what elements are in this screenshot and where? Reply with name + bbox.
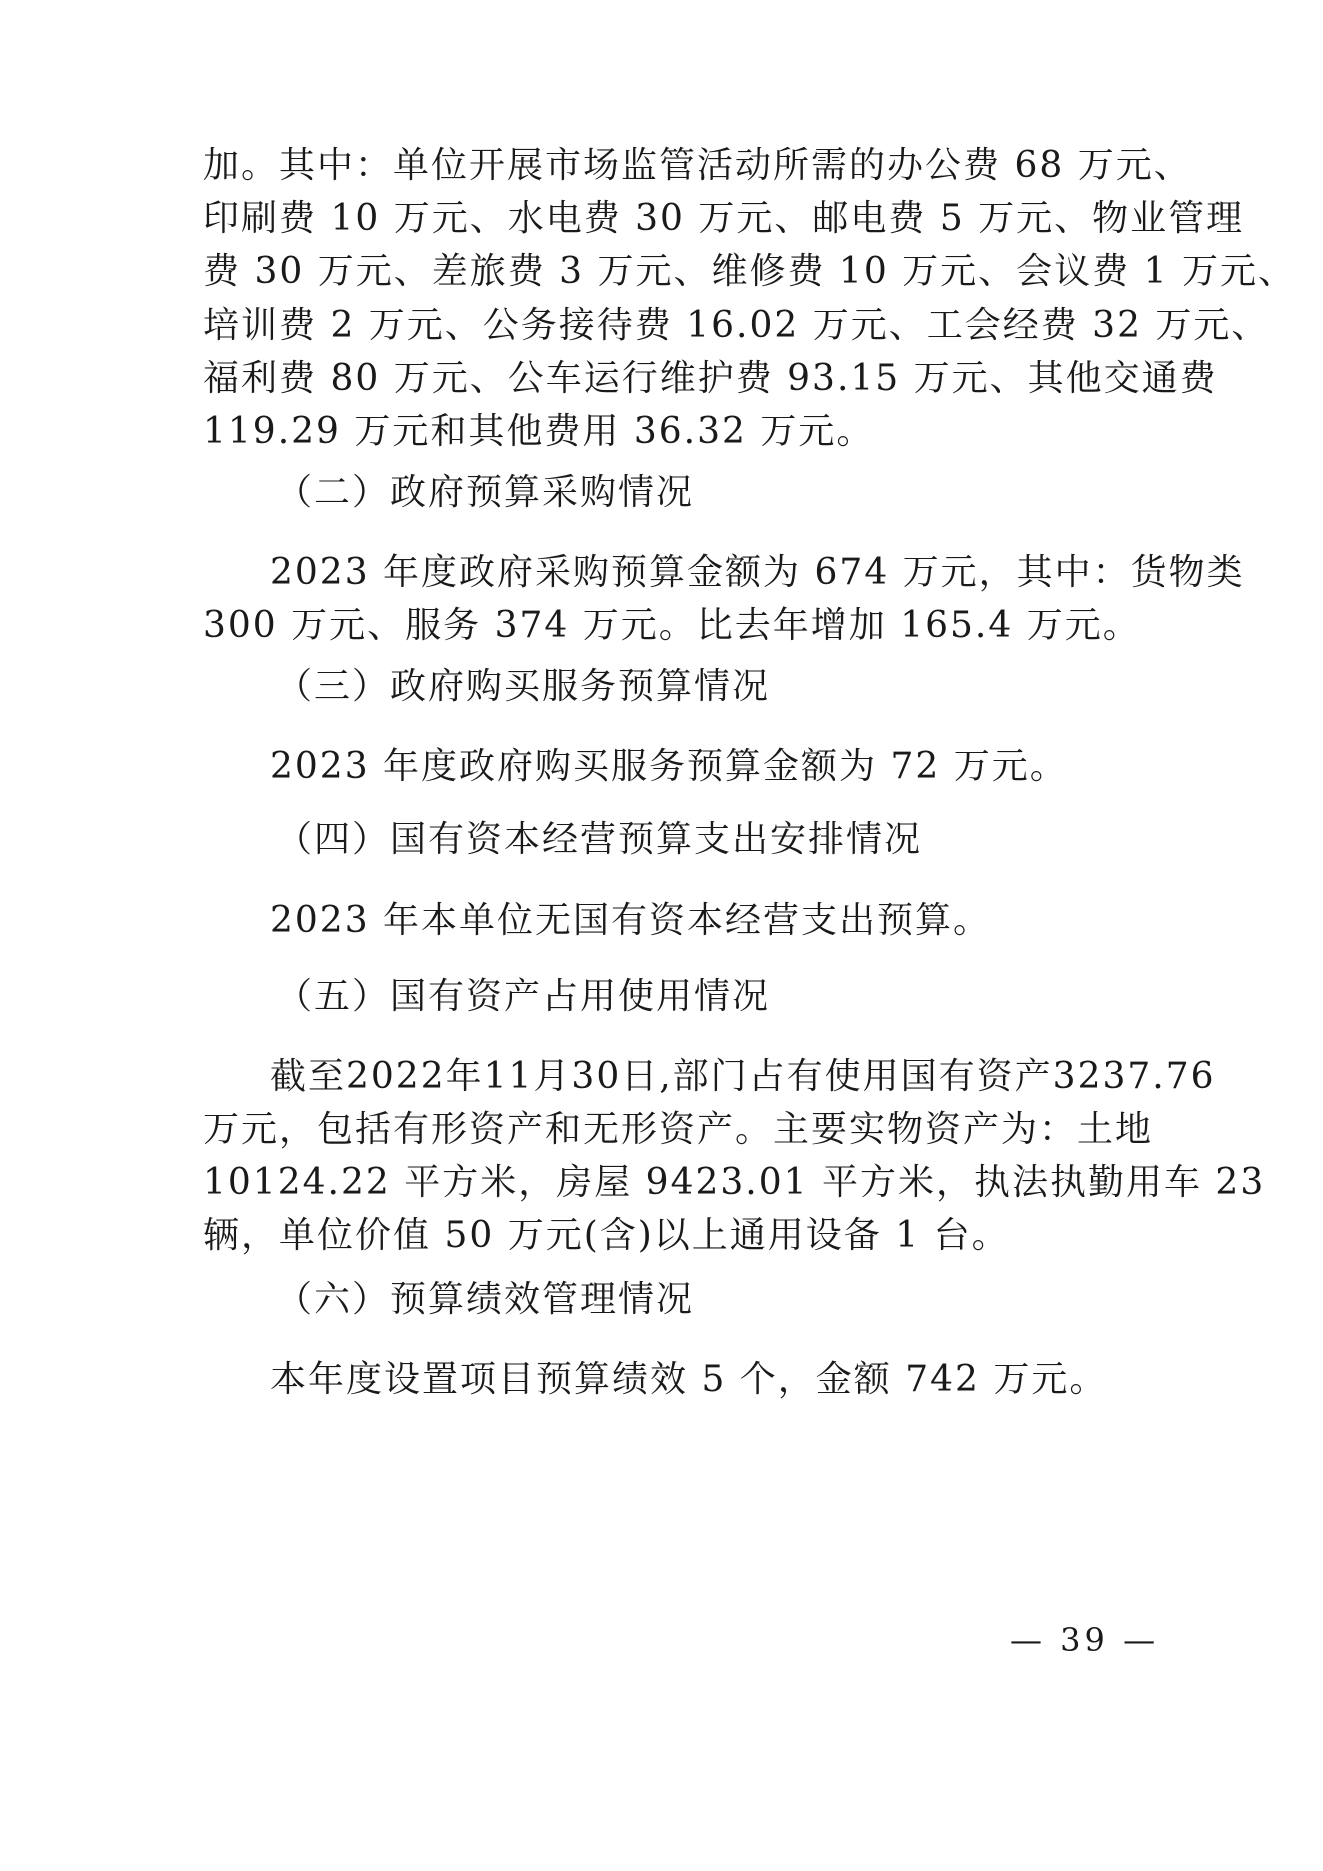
text-line: 费 30 万元、差旅费 3 万元、维修费 10 万元、会议费 1 万元、 [203, 251, 1296, 292]
section-heading-performance-management: （六）预算绩效管理情况 [276, 1279, 695, 1320]
text-line: 辆，单位价值 50 万元(含)以上通用设备 1 台。 [203, 1215, 1010, 1256]
text-line: 2023 年本单位无国有资本经营支出预算。 [270, 900, 992, 941]
section-heading-government-procurement: （二）政府预算采购情况 [276, 472, 695, 513]
text-line: 2023 年度政府采购预算金额为 674 万元，其中：货物类 [270, 552, 1245, 593]
text-line: 福利费 80 万元、公车运行维护费 93.15 万元、其他交通费 [203, 358, 1218, 399]
text-line: 300 万元、服务 374 万元。比去年增加 165.4 万元。 [203, 605, 1141, 646]
section-heading-state-capital: （四）国有资本经营预算支出安排情况 [276, 819, 923, 860]
text-line: 印刷费 10 万元、水电费 30 万元、邮电费 5 万元、物业管理 [203, 198, 1245, 239]
page-number: — 39 — [1010, 1621, 1160, 1659]
section-heading-purchase-services: （三）政府购买服务预算情况 [276, 666, 771, 707]
text-line: 10124.22 平方米，房屋 9423.01 平方米，执法执勤用车 23 [203, 1162, 1266, 1203]
section-heading-state-assets: （五）国有资产占用使用情况 [276, 976, 771, 1017]
text-line: 培训费 2 万元、公务接待费 16.02 万元、工会经费 32 万元、 [203, 305, 1270, 346]
text-line: 本年度设置项目预算绩效 5 个，金额 742 万元。 [270, 1359, 1108, 1400]
text-line: 截至2022年11月30日,部门占有使用国有资产3237.76 [270, 1056, 1216, 1097]
text-line: 加。其中：单位开展市场监管活动所需的办公费 68 万元、 [203, 145, 1192, 186]
text-line: 万元，包括有形资产和无形资产。主要实物资产为：土地 [203, 1109, 1154, 1150]
text-line: 2023 年度政府购买服务预算金额为 72 万元。 [270, 746, 1068, 787]
text-line: 119.29 万元和其他费用 36.32 万元。 [203, 411, 875, 452]
